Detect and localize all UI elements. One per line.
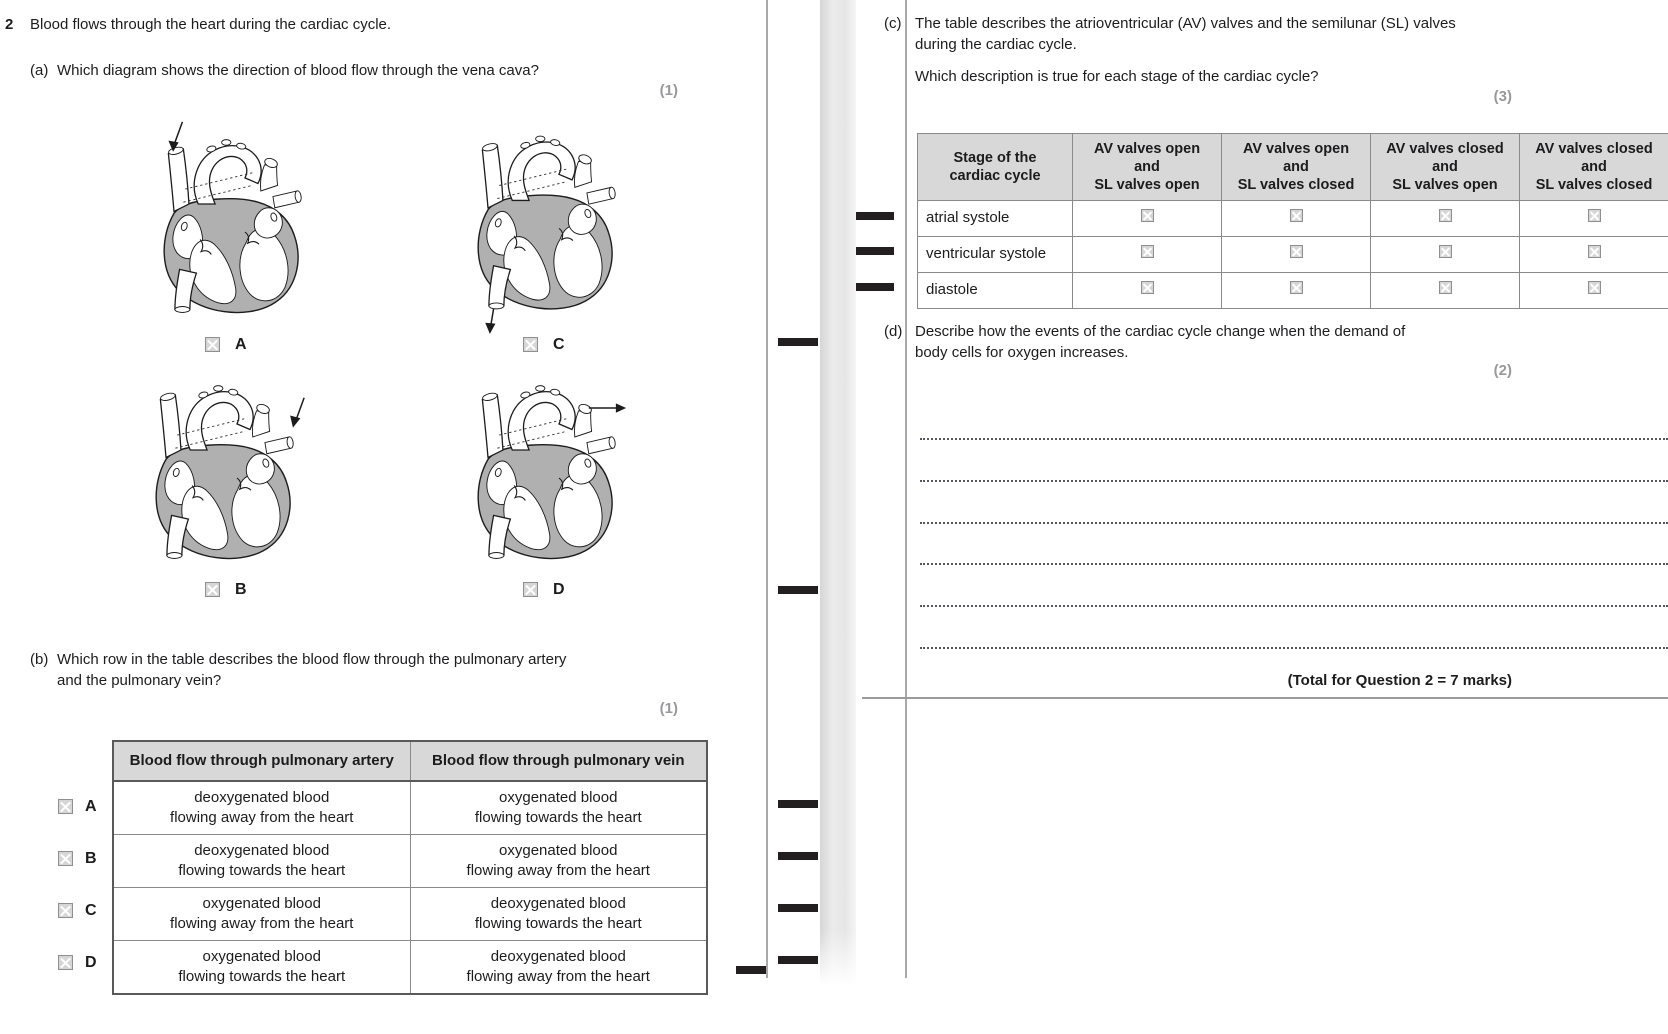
option-b: [205, 579, 247, 601]
answer-checkbox[interactable]: [1588, 245, 1601, 258]
binding-mark: [778, 904, 818, 912]
answer-checkbox[interactable]: [1141, 281, 1154, 294]
table-row: [918, 273, 1668, 309]
cell-line: flowing towards the heart: [474, 809, 642, 826]
answer-write-line[interactable]: [920, 480, 1668, 482]
binding-mark: [778, 338, 818, 346]
cell-line: flowing towards the heart: [178, 968, 346, 985]
binding-mark: [856, 283, 894, 291]
left-page-edge-rule: [766, 0, 768, 978]
answer-checkbox-row-a[interactable]: [58, 799, 73, 814]
row-option-c: [58, 900, 97, 922]
row-letter: A: [85, 798, 97, 815]
cell-line: deoxygenated blood: [194, 788, 330, 806]
answer-checkbox[interactable]: [1290, 209, 1303, 222]
part-c-label: (c): [884, 15, 902, 32]
part-b-label: (b): [30, 651, 49, 668]
row-option-a: [58, 796, 97, 818]
answer-checkbox-c[interactable]: [523, 337, 538, 352]
answer-checkbox[interactable]: [1588, 209, 1601, 222]
cell-line: deoxygenated blood: [490, 947, 626, 965]
cell-line: flowing away from the heart: [466, 862, 650, 879]
answer-checkbox-row-d[interactable]: [58, 955, 73, 970]
part-c-text-line1: The table describes the atrioventricular (AV) valves and the semilunar (SL) valves: [915, 15, 1456, 32]
answer-write-line[interactable]: [920, 605, 1668, 607]
part-d-text-line1: Describe how the events of the cardiac cycle change when the demand of: [915, 323, 1406, 340]
option-c: [523, 334, 565, 356]
cell-line: oxygenated blood: [499, 841, 618, 859]
row-letter: C: [85, 902, 97, 919]
cell-line: flowing towards the heart: [178, 862, 346, 879]
table-row: [113, 781, 707, 835]
spine-shadow-band: [820, 0, 856, 990]
answer-checkbox[interactable]: [1141, 209, 1154, 222]
spine-shadow-fade: [818, 930, 858, 992]
footer-rule: [862, 697, 1668, 699]
cell-line: deoxygenated blood: [194, 841, 330, 859]
option-letter: D: [553, 581, 565, 598]
binding-mark: [778, 852, 818, 860]
part-b-question-line2: and the pulmonary vein?: [57, 672, 222, 689]
binding-mark: [856, 247, 894, 255]
question-intro: Blood flows through the heart during the cardiac cycle.: [30, 16, 392, 33]
cell-line: flowing away from the heart: [170, 809, 354, 826]
binding-mark: [778, 800, 818, 808]
stage-column-header: Stage of the cardiac cycle: [918, 134, 1073, 201]
question-total: (Total for Question 2 = 7 marks): [1287, 672, 1512, 689]
stage-label: atrial systole: [918, 201, 1073, 237]
part-a-label: (a): [30, 62, 49, 79]
right-page-edge-rule: [905, 0, 907, 978]
binding-mark: [856, 212, 894, 220]
answer-checkbox-row-b[interactable]: [58, 851, 73, 866]
column-header: Blood flow through pulmonary artery: [113, 741, 410, 781]
table-row: [113, 941, 707, 995]
heart-diagram-c: [460, 120, 628, 335]
pulmonary-flow-table: [112, 740, 708, 995]
option-letter: B: [235, 581, 247, 598]
blood-flow-arrow-b: [290, 398, 304, 428]
cell-line: oxygenated blood: [202, 947, 321, 965]
table-header-row: [918, 134, 1668, 201]
column-header: AV valves closed and SL valves closed: [1520, 134, 1668, 201]
answer-checkbox[interactable]: [1439, 209, 1452, 222]
answer-write-line[interactable]: [920, 522, 1668, 524]
column-header: AV valves open and SL valves closed: [1222, 134, 1371, 201]
heart-diagram-a: [146, 118, 314, 333]
binding-mark: [736, 966, 766, 974]
cell-line: flowing away from the heart: [466, 968, 650, 985]
row-letter: B: [85, 850, 97, 867]
part-d-text-line2: body cells for oxygen increases.: [915, 344, 1129, 361]
part-c-question: Which description is true for each stage of the cardiac cycle?: [915, 68, 1319, 85]
option-a: [205, 334, 247, 356]
option-letter: C: [553, 336, 565, 353]
row-option-b: [58, 848, 97, 870]
column-header: Blood flow through pulmonary vein: [410, 741, 707, 781]
heart-diagram-b: [138, 364, 306, 579]
answer-checkbox-a[interactable]: [205, 337, 220, 352]
column-header: AV valves open and SL valves open: [1073, 134, 1222, 201]
valves-stage-table: [917, 133, 1668, 309]
option-d: [523, 579, 565, 601]
binding-mark: [778, 956, 818, 964]
answer-write-line[interactable]: [920, 647, 1668, 649]
cell-line: flowing away from the heart: [170, 915, 354, 932]
answer-checkbox[interactable]: [1290, 245, 1303, 258]
answer-checkbox[interactable]: [1439, 281, 1452, 294]
answer-checkbox[interactable]: [1439, 245, 1452, 258]
part-c-text-line2: during the cardiac cycle.: [915, 36, 1077, 53]
option-letter: A: [235, 336, 247, 353]
answer-checkbox[interactable]: [1588, 281, 1601, 294]
column-header: AV valves closed and SL valves open: [1371, 134, 1520, 201]
answer-write-line[interactable]: [920, 438, 1668, 440]
part-c-marks: (3): [1493, 88, 1512, 105]
cell-line: oxygenated blood: [499, 788, 618, 806]
answer-checkbox[interactable]: [1141, 245, 1154, 258]
part-b-marks: (1): [659, 700, 678, 717]
answer-checkbox[interactable]: [1290, 281, 1303, 294]
answer-checkbox-b[interactable]: [205, 582, 220, 597]
binding-mark: [778, 586, 818, 594]
row-letter: D: [85, 954, 97, 971]
cell-line: deoxygenated blood: [490, 894, 626, 912]
part-b-question-line1: Which row in the table describes the blood flow through the pulmonary artery: [57, 651, 567, 668]
table-header-row: [113, 741, 707, 781]
blood-flow-arrow-d: [589, 403, 626, 412]
cell-line: flowing towards the heart: [474, 915, 642, 932]
cell-line: oxygenated blood: [202, 894, 321, 912]
part-a-marks: (1): [659, 82, 678, 99]
part-d-marks: (2): [1493, 362, 1512, 379]
stage-label: diastole: [918, 273, 1073, 309]
answer-checkbox-d[interactable]: [523, 582, 538, 597]
table-row: [113, 835, 707, 888]
part-d-label: (d): [884, 323, 903, 340]
answer-write-line[interactable]: [920, 563, 1668, 565]
part-a-question: Which diagram shows the direction of blood flow through the vena cava?: [57, 62, 539, 79]
question-number: 2: [5, 16, 14, 33]
answer-checkbox-row-c[interactable]: [58, 903, 73, 918]
table-row: [918, 201, 1668, 237]
stage-label: ventricular systole: [918, 237, 1073, 273]
heart-diagram-d: [460, 364, 628, 579]
row-option-d: [58, 952, 97, 974]
table-row: [918, 237, 1668, 273]
table-row: [113, 888, 707, 941]
blood-flow-arrow-c: [485, 309, 495, 334]
